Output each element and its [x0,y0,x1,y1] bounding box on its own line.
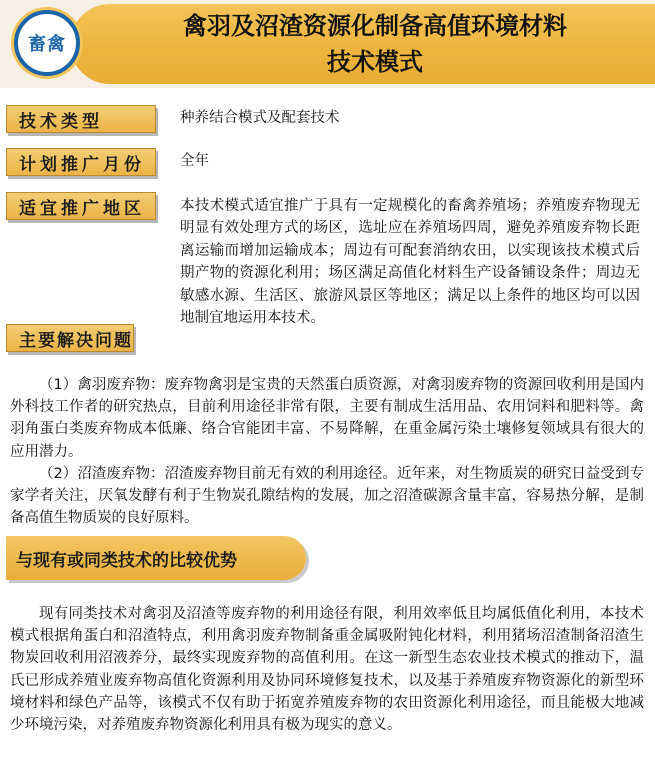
tech-type-label: 技术类型 [6,105,156,133]
promo-month-value: 全年 [180,153,209,169]
problems-para-1: （1）禽羽废弃物：废弃物禽羽是宝贵的天然蛋白质资源，对禽羽废弃物的资源回收利用是国内外科技工作者的研究热点，目前利用途径非常有限，主要有制成生活用品、农用饲料和肥料等。禽羽角蛋白类废弃物成本低廉、络合官能团丰富、不易降解，在重金属污染土壤修复领域具有很大的应用潜力。 [10,377,644,460]
page-title [140,8,610,80]
title-line-2: 技术模式 [327,48,423,76]
tech-type-value: 种养结合模式及配套技术 [180,110,340,126]
title-line-1: 禽羽及沼渣资源化制备高值环境材料 [183,12,567,40]
area-text: 本技术模式适宜推广于具有一定规模化的畜禽养殖场；养殖废弃物现无明显有效处理方式的场区，选址应在养殖场四周，避免养殖废弃物长距离运输而增加运输成本；周边有可配套消纳农田，以实现该技术模式后期产物的资源化利用；场区满足高值化材料生产设备铺设条件；周边无敏感水源、生活区、旅游风景区等地区；满足以上条件的地区均可以因地制宜地运用本技术。 [180,198,640,327]
area-label: 适宜推广地区 [6,192,156,220]
comparison-text: 现有同类技术对禽羽及沼渣等废弃物的利用途径有限，利用效率低且均属低值化利用，本技术模式根据角蛋白和沼渣特点，利用禽羽废弃物制备重金属吸附钝化材料，利用猪场沼渣制备沼渣生物炭回收利用沼液养分，最终实现废弃物的高值利用。在这一新型生态农业技术模式的推动下，温氏已形成养殖业废弃物高值化资源利用及协同环境修复技术，以及基于养殖废弃物资源化的新型环境材料和绿色产品等，该模式不仅有助于拓宽养殖废弃物的农田资源化利用途径，而且能极大地减少环境污染，对养殖废弃物资源化利用具有极为现实的意义。 [10,606,644,734]
comparison-label: 与现有或同类技术的比较优势 [6,536,306,580]
category-badge [14,10,80,76]
problems-label: 主要解决问题 [6,324,134,352]
header [0,0,655,88]
category-badge-label: 畜禽 [28,34,66,55]
problems-para-2: （2）沼渣废弃物：沼渣废弃物目前无有效的利用途径。近年来，对生物质炭的研究日益受到专家学者关注，厌氧发酵有利于生物炭孔隙结构的发展，加之沼渣碳源含量丰富，容易热分解，是制备高值生物质炭的良好原料。 [10,466,644,527]
promo-month-label: 计划推广月份 [6,148,156,176]
